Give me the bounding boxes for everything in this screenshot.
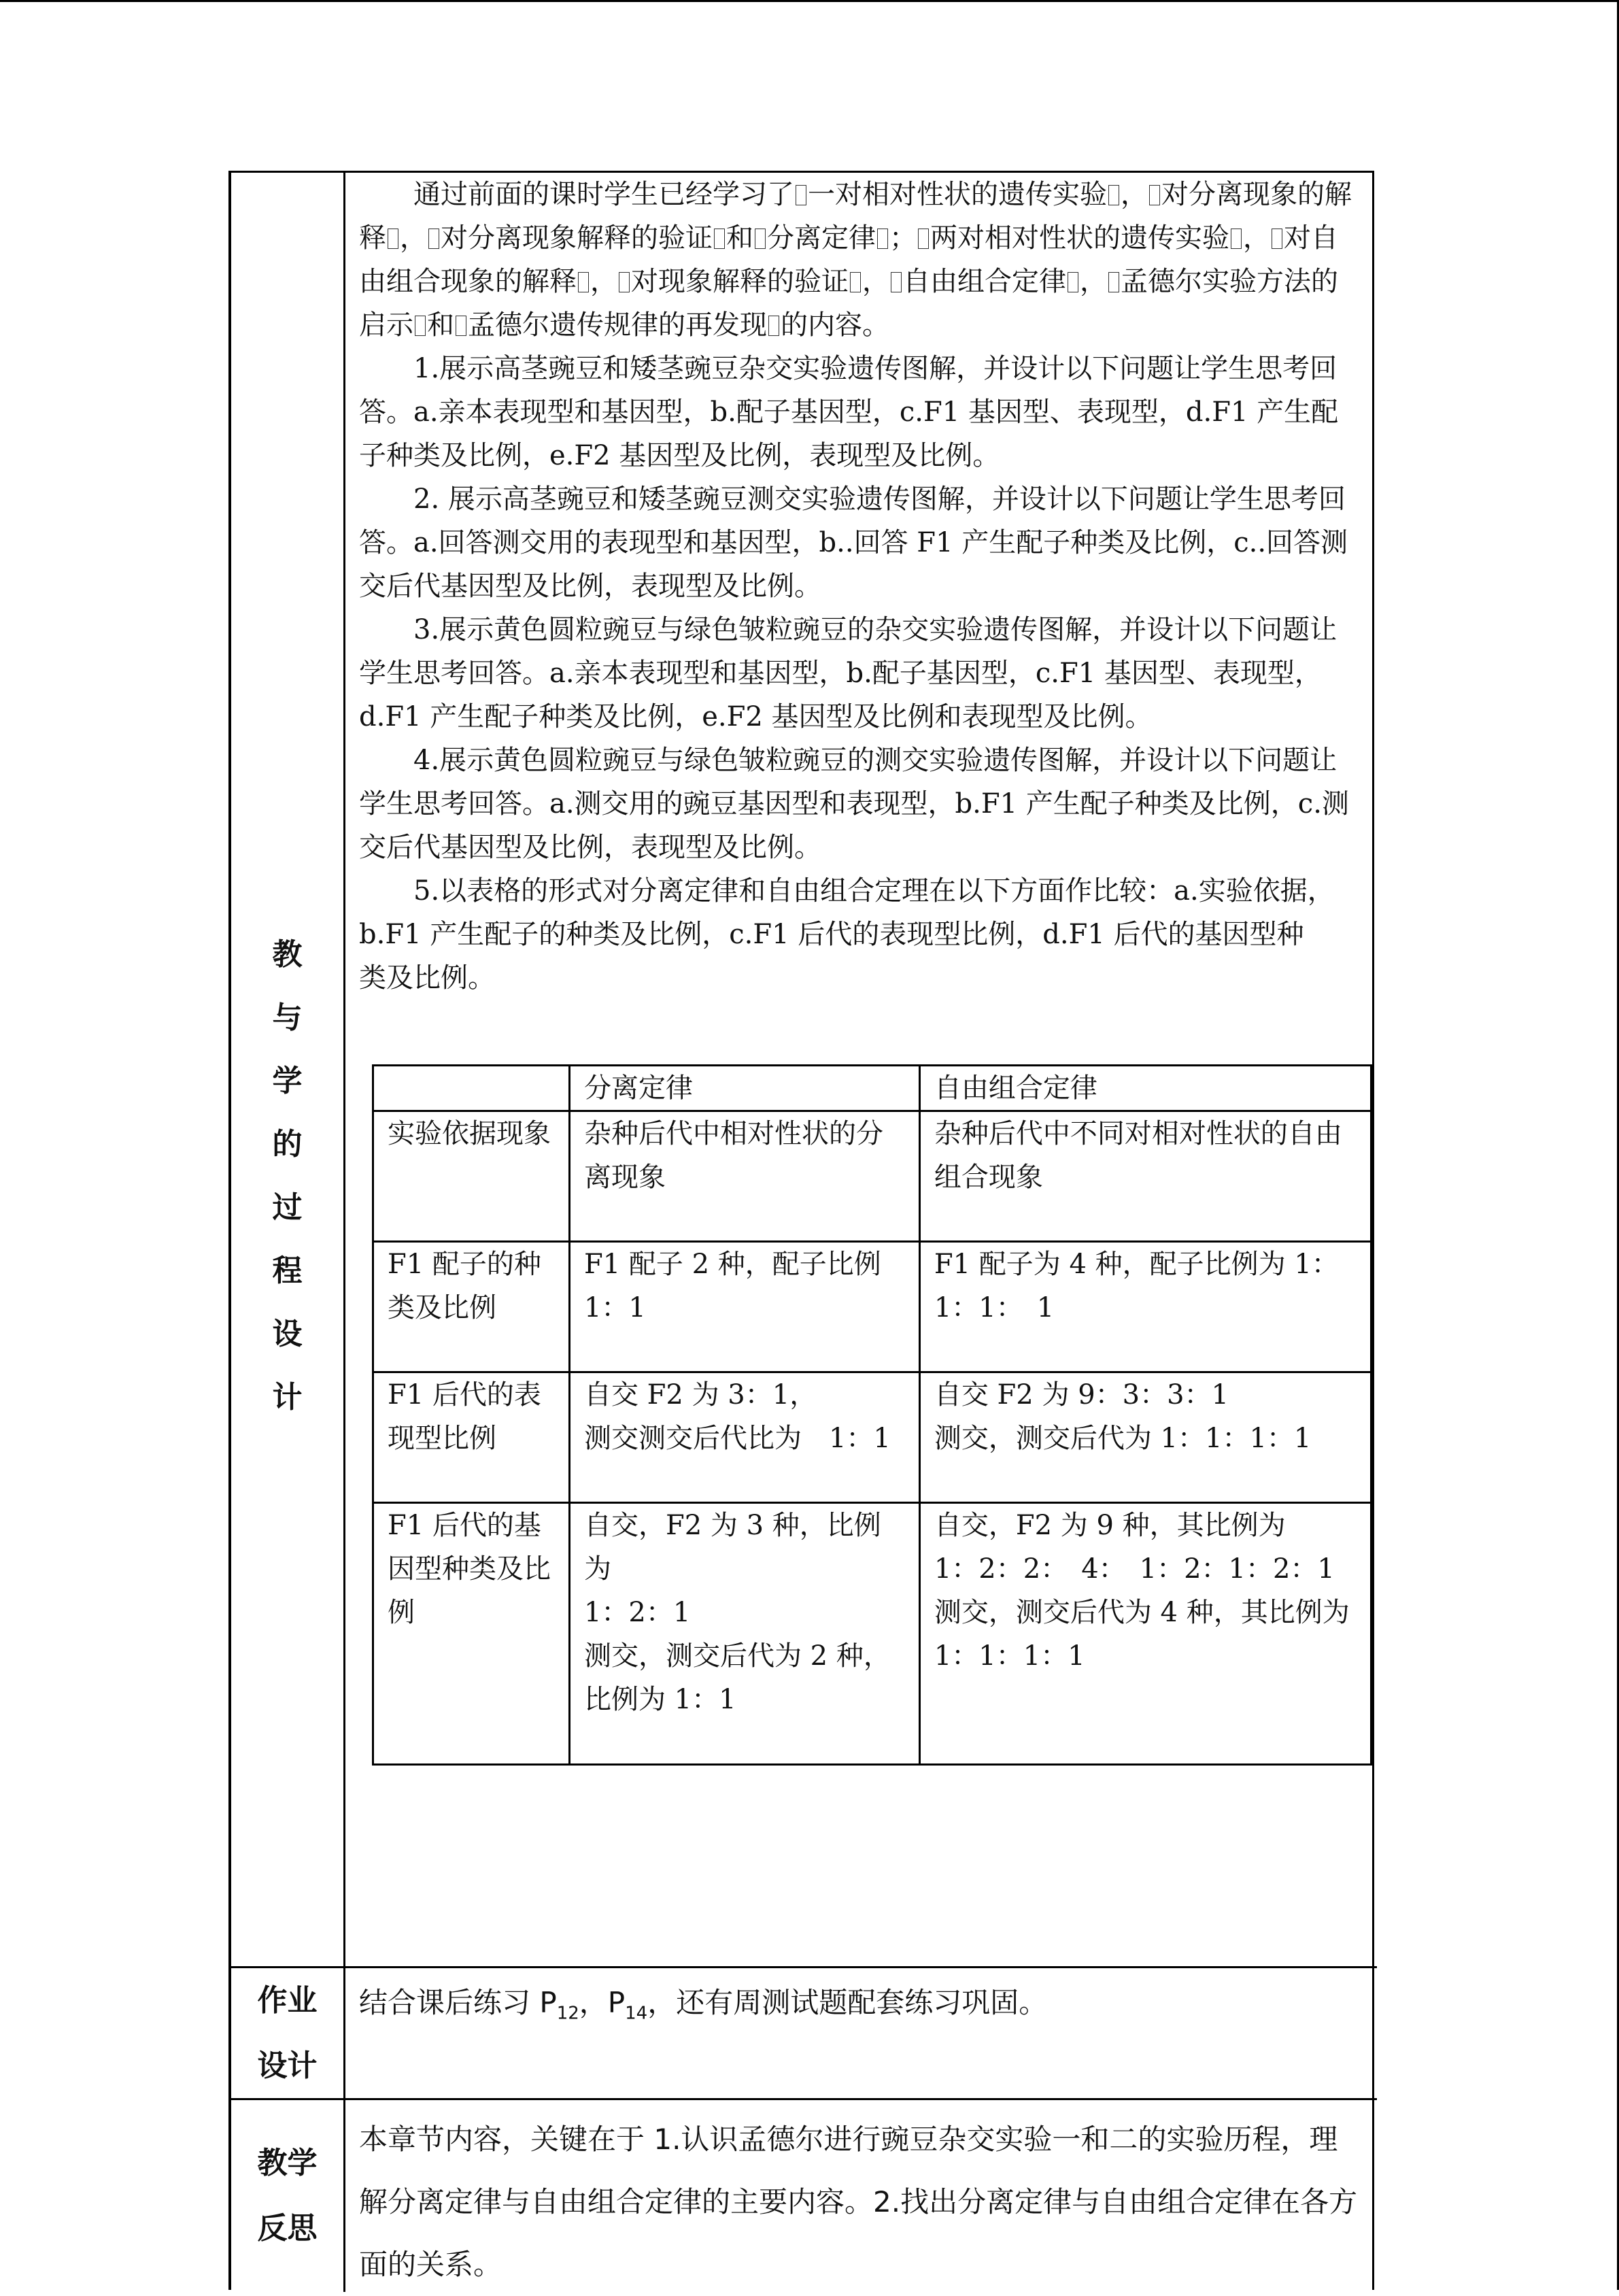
reflection-content: [359, 2108, 1359, 2296]
step-1: 1.展示高茎豌豆和矮茎豌豆杂交实验遗传图解，并设计以下问题让学生思考回答。a.亲本表现型和基因型，b.配子基因型，c.F1 基因型、表现型，d.F1 产生配子种类及比例，e.F2 基因型及比例，表现型及比例。: [359, 353, 1339, 471]
intro-topic: 对分离现象的解释: [359, 179, 1352, 254]
missing-glyph-icon: [578, 272, 589, 292]
homework-label-line2: 设计: [257, 2048, 318, 2083]
missing-glyph-icon: [1108, 185, 1119, 205]
table-row: [373, 1111, 1371, 1242]
homework-label: [231, 1968, 343, 2098]
intro-topic: 对分离现象解释的验证: [441, 222, 713, 254]
teaching-process-label-text: 教与学的过程设计: [272, 937, 303, 1415]
homework-page-sub: 12: [556, 2003, 579, 2024]
missing-glyph-icon: [428, 229, 439, 249]
table-header-cell: [373, 1066, 570, 1111]
missing-glyph-icon: [1149, 185, 1160, 205]
missing-glyph-icon: [796, 185, 806, 205]
missing-glyph-icon: [768, 316, 779, 336]
homework-text: ，还有周测试题配套练习巩固。: [647, 1986, 1048, 2019]
table-cell: 自交 F2 为 3：1， 测交测交后代比为 1：1: [569, 1372, 919, 1503]
step-3: 3.展示黄色圆粒豌豆与绿色皱粒豌豆的杂交实验遗传图解，并设计以下问题让学生思考回答。a.亲本表现型和基因型，b.配子基因型，c.F1 基因型、表现型，d.F1 产生配子种类及比例，e.F2 基因型及比例和表现型及比例。: [359, 614, 1337, 732]
step-5-continued: 类及比例。: [359, 962, 495, 994]
missing-glyph-icon: [456, 316, 466, 336]
step-2: 2. 展示高茎豌豆和矮茎豌豆测交实验遗传图解，并设计以下问题让学生思考回答。a.回答测交用的表现型和基因型，b..回答 F1 产生配子种类及比例，c..回答测交后代基因型及比例，表现型及比例。: [359, 484, 1348, 602]
intro-text: 和: [427, 309, 454, 341]
table-cell: 自交，F2 为 9 种，其比例为 1：2：2： 4： 1：2：1：2：1 测交，测交后代为 4 种，其比例为 1：1：1：1: [919, 1503, 1371, 1765]
table-cell: F1 配子的种类及比例: [373, 1242, 570, 1372]
homework-content: [359, 1978, 1359, 2038]
missing-glyph-icon: [388, 229, 398, 249]
table-header-cell: 自由组合定律: [919, 1066, 1371, 1111]
lesson-plan-table: [228, 171, 1374, 2290]
homework-label-line1: 作业: [257, 1982, 318, 2018]
homework-text: ，P: [579, 1986, 626, 2019]
table-cell: 杂种后代中不同对相对性状的自由组合现象: [919, 1111, 1371, 1242]
intro-topic: 对现象解释的验证: [631, 266, 849, 297]
row-divider-reflection: [231, 2098, 1377, 2100]
table-header-cell: 分离定律: [569, 1066, 919, 1111]
table-header-row: [373, 1066, 1371, 1111]
reflection-text: 本章节内容，关键在于 1.认识孟德尔进行豌豆杂交实验一和二的实验历程，理解分离定律与自由组合定律的主要内容。2.找出分离定律与自由组合定律在各方面的关系。: [359, 2123, 1358, 2281]
intro-topic: 分离定律: [767, 222, 876, 254]
step-5: 5.以表格的形式对分离定律和自由组合定理在以下方面作比较：a.实验依据，b.F1 产生配子的种类及比例，c.F1 后代的表现型比例，d.F1 后代的基因型种: [359, 875, 1335, 950]
column-divider: [343, 173, 345, 2292]
reflection-label: [231, 2100, 343, 2292]
table-cell: F1 后代的基因型种类及比例: [373, 1503, 570, 1765]
missing-glyph-icon: [1231, 229, 1242, 249]
table-row: [373, 1372, 1371, 1503]
missing-glyph-icon: [891, 272, 902, 292]
teaching-process-label: [231, 819, 343, 1533]
table-cell: F1 配子 2 种，配子比例 1：1: [569, 1242, 919, 1372]
table-row: [373, 1503, 1371, 1765]
missing-glyph-icon: [619, 272, 630, 292]
table-cell: 自交 F2 为 9：3：3：1 测交，测交后代为 1：1：1：1: [919, 1372, 1371, 1503]
intro-text: 通过前面的课时学生已经学习了: [413, 179, 794, 210]
intro-topic: 两对相对性状的遗传实验: [930, 222, 1229, 254]
missing-glyph-icon: [714, 229, 725, 249]
missing-glyph-icon: [1272, 229, 1282, 249]
missing-glyph-icon: [918, 229, 929, 249]
homework-page-sub: 14: [625, 2003, 648, 2024]
missing-glyph-icon: [755, 229, 766, 249]
intro-topic: 自由组合定律: [903, 266, 1066, 297]
table-row: [373, 1242, 1371, 1372]
missing-glyph-icon: [1108, 272, 1119, 292]
reflection-label-line1: 教学: [257, 2146, 318, 2180]
intro-text: 和: [726, 222, 753, 254]
missing-glyph-icon: [415, 316, 426, 336]
teaching-process-content: [359, 173, 1359, 1000]
table-cell: 实验依据现象: [373, 1111, 570, 1242]
missing-glyph-icon: [1068, 272, 1078, 292]
table-cell: 自交，F2 为 3 种，比例为 1：2：1 测交，测交后代为 2 种，比例为 1：1: [569, 1503, 919, 1765]
step-4: 4.展示黄色圆粒豌豆与绿色皱粒豌豆的测交实验遗传图解，并设计以下问题让学生思考回答。a.测交用的豌豆基因型和表现型，b.F1 产生配子种类及比例，c.测交后代基因型及比例，表现型及比例。: [359, 745, 1349, 863]
missing-glyph-icon: [850, 272, 861, 292]
homework-text: 结合课后练习 P: [359, 1986, 557, 2019]
intro-topic: 孟德尔遗传规律的再发现: [468, 309, 767, 341]
intro-topic: 一对相对性状的遗传实验: [808, 179, 1107, 210]
table-cell: F1 配子为 4 种，配子比例为 1：1：1： 1: [919, 1242, 1371, 1372]
missing-glyph-icon: [877, 229, 888, 249]
intro-topic: 孟德尔实验方法的启示: [359, 266, 1338, 341]
table-cell: 杂种后代中相对性状的分离现象: [569, 1111, 919, 1242]
table-cell: F1 后代的表现型比例: [373, 1372, 570, 1503]
reflection-label-line2: 反思: [257, 2211, 318, 2246]
comparison-table: [372, 1064, 1372, 1766]
intro-text: 的内容。: [781, 309, 889, 341]
intro-topic: 对自由组合现象的解释: [359, 222, 1338, 297]
row-divider-homework: [231, 1966, 1377, 1968]
intro-paragraph: 通过前面的课时学生已经学习了 一对相对性状的遗传实验 ， 对分离现象的解释 ， 对分离现象解释的验证 和 分离定律 ； 两对相对性状的遗传实验 ， 对自由组合现象的解释 ， 对现象解释的验证 ， 自由组合定律 ， 孟德尔实验方法的启示 和 孟德尔遗传规律的再发现 的内容。: [359, 179, 1352, 341]
